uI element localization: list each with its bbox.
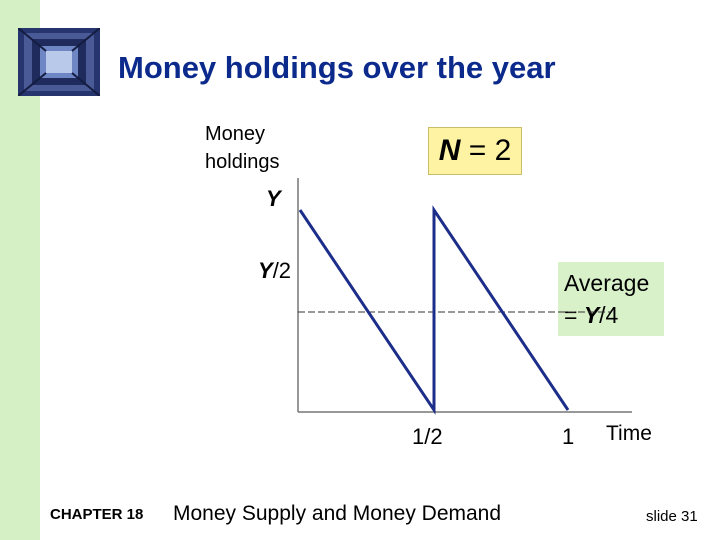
x-tick-half: 1/2 — [412, 424, 443, 449]
y-tick-full: Y — [266, 186, 281, 211]
average-label-line2: = Y/4 — [564, 302, 619, 328]
footer-title: Money Supply and Money Demand — [173, 502, 502, 525]
y-tick-half: Y/2 — [258, 258, 292, 283]
chapter-label: CHAPTER 18 — [50, 506, 144, 523]
money-holdings-line — [300, 210, 568, 410]
average-label-line1: Average — [564, 270, 650, 296]
y-axis-label-line2: holdings — [205, 151, 280, 173]
n-label-box: N = 2 — [428, 127, 522, 175]
y-axis-label-line1: Money — [205, 123, 266, 145]
x-tick-one: 1 — [562, 424, 575, 449]
slide-number: slide 31 — [646, 508, 698, 525]
slide-title: Money holdings over the year — [118, 50, 556, 85]
x-axis-label: Time — [606, 422, 652, 445]
